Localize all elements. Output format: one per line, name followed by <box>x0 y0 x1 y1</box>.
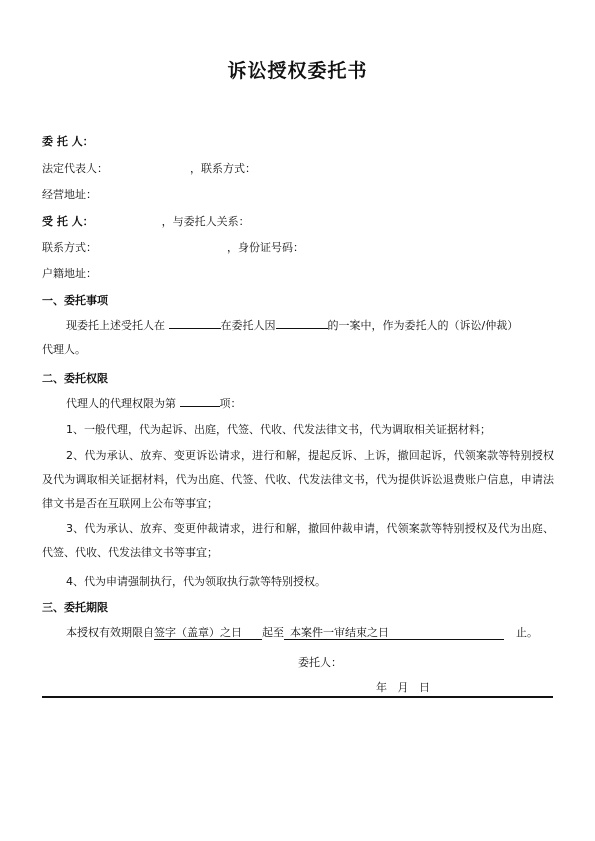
authority-item-3-text: 3、代为承认、放弃、变更仲裁请求，进行和解，撤回仲裁申请，代领案款等特别授权及代为出庭、代签、代收、代发法律文书等事宜； <box>42 522 554 559</box>
authority-item-3 <box>42 517 554 565</box>
section-1-text-b: 在委托人因 <box>220 319 276 332</box>
section-3-body <box>42 621 554 645</box>
principal-label: 委 托 人： <box>42 135 94 148</box>
bottom-divider <box>42 696 553 698</box>
section-2-intro <box>42 392 554 416</box>
agent-line <box>42 215 250 229</box>
document-title: 诉讼授权委托书 <box>227 60 368 82</box>
section-1-text-d: 代理人。 <box>42 343 86 356</box>
business-address-label: 经营地址： <box>42 188 97 201</box>
agent-id-label: ，身份证号码： <box>227 241 304 254</box>
section-1-text-c: 的一案中，作为委托人的（诉讼/仲裁） <box>327 319 519 332</box>
section-1-text-a: 现委托上述受托人在 <box>66 319 169 332</box>
section-3-heading: 三、委托期限 <box>42 601 108 614</box>
authority-item-4 <box>42 570 554 594</box>
authority-number-blank <box>180 406 220 407</box>
authority-item-2-text: 2、代为承认、放弃、变更诉讼请求，进行和解，提起反诉、上诉，撤回起诉，代领案款等特别授权及代为调取相关证据材料，代为出庭、代签、代收、代发法律文书，代为提供诉讼退费账户信息，申请法律文书是否在互联网上公布等事宜； <box>42 449 554 510</box>
section-2-intro-a: 代理人的代理权限为第 <box>66 397 180 410</box>
agent-relation-label: ，与委托人关系： <box>161 215 250 228</box>
validity-start: 签字（盖章）之日 <box>154 627 262 640</box>
principal-signature-label: 委托人： <box>298 656 342 669</box>
agent-contact-line <box>42 241 304 255</box>
section-2-intro-b: 项： <box>219 397 242 410</box>
principal-contact-label: ，联系方式： <box>190 162 256 175</box>
validity-text-a: 本授权有效期限自 <box>66 626 154 639</box>
section-1-body <box>42 314 554 362</box>
section-2-heading: 二、委托权限 <box>42 372 108 385</box>
legal-rep-label: 法定代表人： <box>42 162 108 175</box>
validity-text-c: 止。 <box>516 626 538 639</box>
authority-item-4-text: 4、代为申请强制执行，代为领取执行款等特别授权。 <box>66 575 326 588</box>
court-blank <box>169 328 221 329</box>
agent-contact-label: 联系方式： <box>42 241 97 254</box>
legal-rep-line <box>42 162 256 176</box>
authority-item-1-text: 1、一般代理，代为起诉、出庭，代签、代收、代发法律文书，代为调取相关证据材料； <box>66 423 491 436</box>
validity-end: 本案件一审结束之日 <box>284 627 504 640</box>
validity-text-b: 起至 <box>262 626 284 639</box>
section-1-heading: 一、委托事项 <box>42 294 108 307</box>
signature-date: 年 月 日 <box>376 681 430 694</box>
authority-item-1 <box>42 418 554 442</box>
authority-item-2 <box>42 444 554 516</box>
case-blank <box>276 328 328 329</box>
residence-address-label: 户籍地址： <box>42 267 97 280</box>
agent-label: 受 托 人： <box>42 215 94 228</box>
